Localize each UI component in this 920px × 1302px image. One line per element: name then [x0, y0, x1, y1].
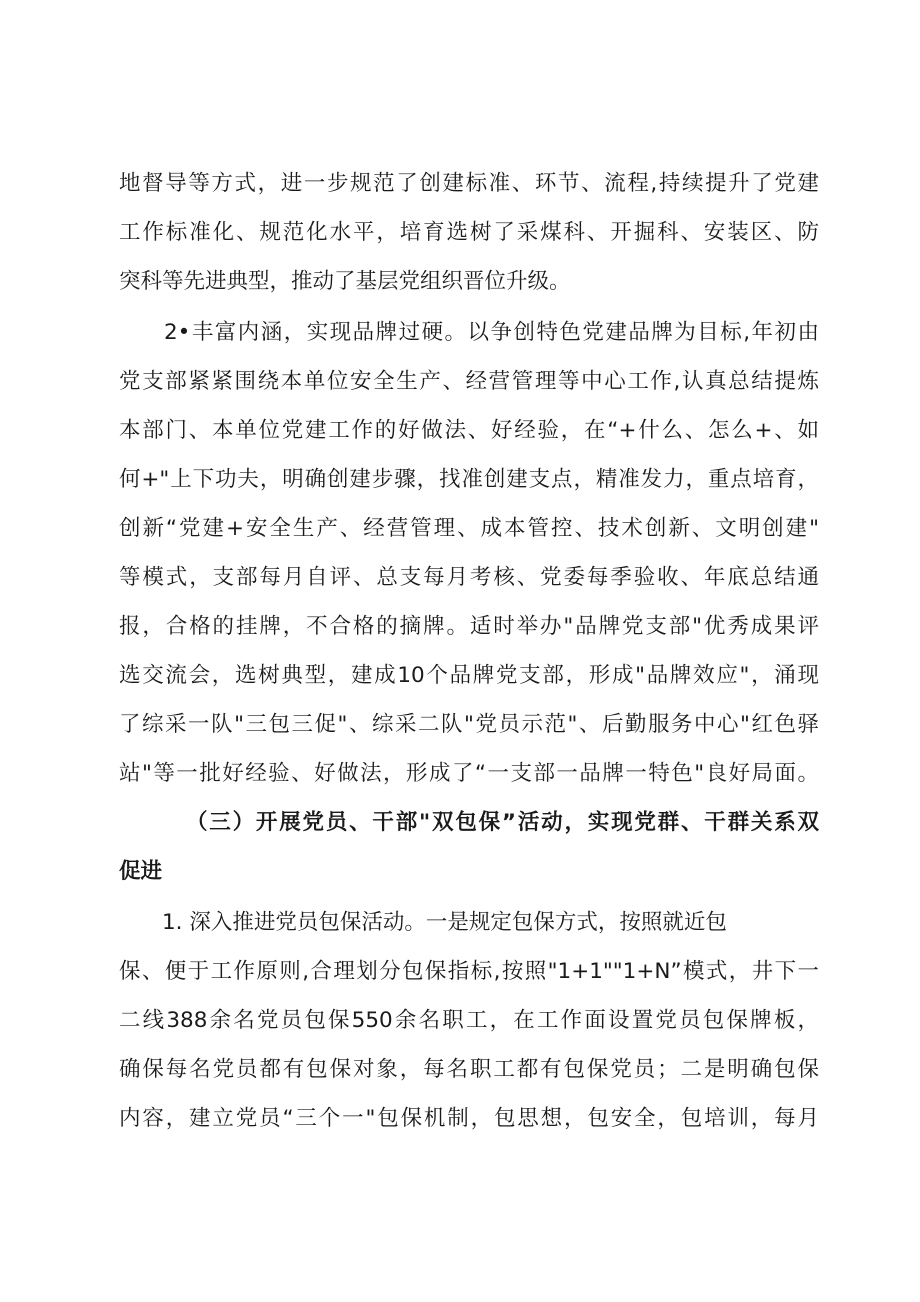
- paragraph-line: 突科等先进典型，推动了基层党组织晋位升级。: [119, 269, 571, 294]
- paragraph-line: 党支部紧紧围绕本单位安全生产、经营管理等中心工作,认真总结提炼: [119, 369, 819, 394]
- paragraph-line: 本部门、本单位党建工作的好做法、好经验，在“+什么、怎么+、如: [119, 418, 819, 443]
- paragraph-line: 保、便于工作原则,合理划分包保指标,按照"1+1""1+N”模式，井下一: [119, 959, 819, 984]
- paragraph-line: 创新“党建+安全生产、经营管理、成本管控、技术创新、文明创建": [119, 516, 819, 541]
- paragraph-line: 地督导等方式，进一步规范了创建标准、环节、流程,持续提升了党建: [119, 171, 819, 196]
- paragraph-line: 何+"上下功夫，明确创建步骤，找准创建支点，精准发力，重点培育，: [119, 467, 819, 492]
- paragraph-line: 等模式，支部每月自评、总支每月考核、党委每季验收、年底总结通: [119, 565, 819, 590]
- paragraph-line: 确保每名党员都有包保对象，每名职工都有包保党员；二是明确包保: [119, 1057, 819, 1082]
- paragraph-line: 工作标准化、规范化水平，培育选树了采煤科、开掘科、安装区、防: [119, 220, 819, 245]
- paragraph-line: 内容，建立党员“三个一"包保机制，包思想，包安全，包培训，每月: [119, 1106, 819, 1131]
- subsection-heading-line: 2•丰富内涵，实现品牌过硬。以争创特色党建品牌为目标,年初由: [164, 320, 819, 345]
- paragraph-line: 报，合格的挂牌，不合格的摘牌。适时举办"品牌党支部"优秀成果评: [119, 614, 819, 639]
- section-heading-line: 促进: [119, 859, 163, 884]
- paragraph-line: 选交流会，选树典型，建成10个品牌党支部，形成"品牌效应"，涌现: [119, 663, 819, 688]
- paragraph-line: 站"等一批好经验、好做法，形成了“一支部一品牌一特色"良好局面。: [119, 761, 819, 786]
- subsection-heading-line: 1. 深入推进党员包保活动。一是规定包保方式，按照就近包: [162, 910, 727, 935]
- section-heading-line: （三）开展党员、干部"双包保”活动，实现党群、干群关系双: [186, 810, 819, 835]
- paragraph-line: 二线388余名党员包保550余名职工，在工作面设置党员包保牌板，: [119, 1008, 819, 1033]
- paragraph-line: 了综采一队"三包三促"、综采二队"党员示范"、后勤服务中心"红色驿: [119, 712, 819, 737]
